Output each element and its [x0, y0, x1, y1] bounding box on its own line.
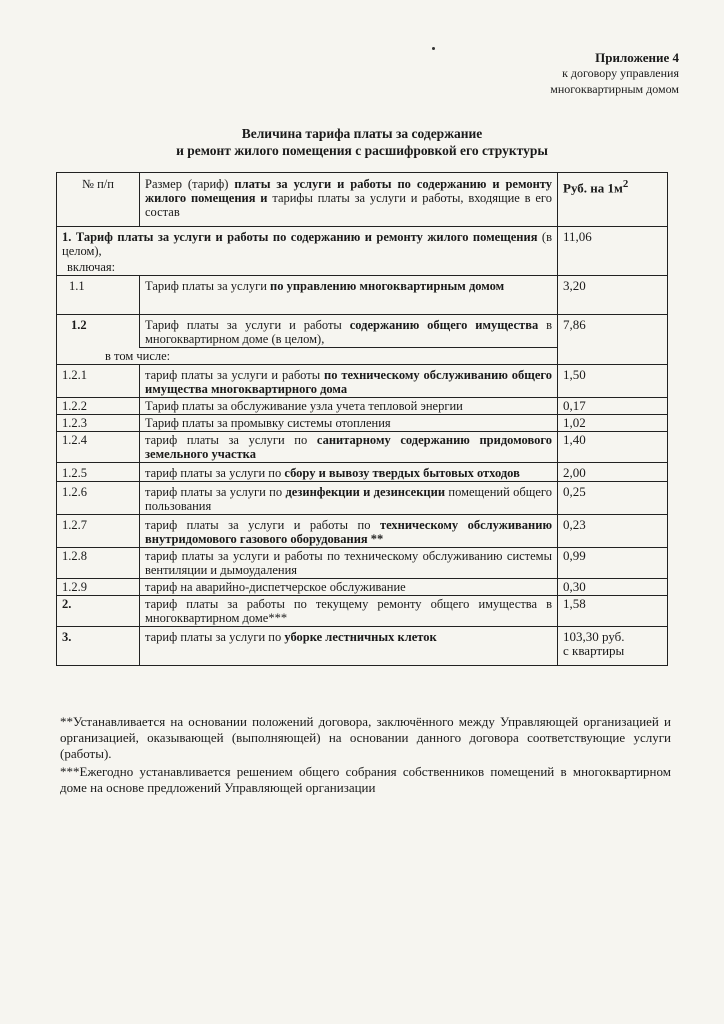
table-row-1-2 [57, 315, 668, 348]
appendix-subtitle-line1: к договору управления [562, 66, 679, 80]
table-row-1-2-9 [57, 579, 668, 596]
row-1-including-label: включая: [57, 259, 558, 276]
row-1-1-num: 1.1 [57, 276, 140, 315]
header-unit: Руб. на $1м^2$ [558, 173, 668, 227]
table-row-2 [57, 596, 668, 627]
row-1-2-value: 7,86 [558, 315, 668, 365]
row-1-2-5-value: 2,00 [558, 463, 668, 482]
row-1-2-8-value: 0,99 [558, 548, 668, 579]
row-1-2-3-value: 1,02 [558, 415, 668, 432]
table-row-3 [57, 627, 668, 666]
table-row-1-1 [57, 276, 668, 315]
table-row-1-2-5 [57, 463, 668, 482]
row-1-1-description: Тариф платы за услуги по управлению многоквартирным домом [140, 276, 558, 315]
row-1-2-9-value: 0,30 [558, 579, 668, 596]
row-3-value: 103,30 руб. с квартиры [558, 627, 668, 666]
row-1-2-4-num: 1.2.4 [57, 432, 140, 463]
row-1-2-5-num: 1.2.5 [57, 463, 140, 482]
row-1-2-1-description: тариф платы за услуги и работы по техническому обслуживанию общего имущества многоквартирного дома [140, 365, 558, 398]
row-1-2-9-num: 1.2.9 [57, 579, 140, 596]
row-1-2-1-value: 1,50 [558, 365, 668, 398]
row-2-description: тариф платы за работы по текущему ремонту общего имущества в многоквартирном доме*** [140, 596, 558, 627]
row-1-2-6-num: 1.2.6 [57, 482, 140, 515]
appendix-title: Приложение 4 [595, 50, 679, 65]
row-1-2-3-description: Тариф платы за промывку системы отопления [140, 415, 558, 432]
row-1-2-6-value: 0,25 [558, 482, 668, 515]
row-1-2-6-description: тариф платы за услуги по дезинфекции и дезинсекции помещений общего пользования [140, 482, 558, 515]
row-1-2-1-num: 1.2.1 [57, 365, 140, 398]
table-header-row [57, 173, 668, 227]
row-1-2-2-num: 1.2.2 [57, 398, 140, 415]
row-1-2-8-num: 1.2.8 [57, 548, 140, 579]
row-1-2-2-description: Тариф платы за обслуживание узла учета тепловой энергии [140, 398, 558, 415]
row-2-num: 2. [57, 596, 140, 627]
row-1-2-3-num: 1.2.3 [57, 415, 140, 432]
row-1-2-4-description: тариф платы за услуги по санитарному содержанию придомового земельного участка [140, 432, 558, 463]
row-1-2-7-value: 0,23 [558, 515, 668, 548]
appendix-subtitle-line2: многоквартирным домом [550, 82, 679, 96]
table-row-1-2-4 [57, 432, 668, 463]
footnote-2: ***Ежегодно устанавливается решением общего собрания собственников помещений в многоквартирном доме на основе предложений Управляющей организации [60, 764, 671, 795]
row-1-2-2-value: 0,17 [558, 398, 668, 415]
table-row-1-2-6 [57, 482, 668, 515]
row-1-value: 11,06 [558, 227, 668, 276]
row-1-2-7-num: 1.2.7 [57, 515, 140, 548]
row-3-num: 3. [57, 627, 140, 666]
footnote-1: **Устанавливается на основании положений договора, заключённого между Управляющей организацией и организацией, оказывающей (выполняющей) на основании данного договора соответствующие услуги (работы). [60, 714, 671, 761]
row-2-value: 1,58 [558, 596, 668, 627]
row-1-2-description: Тариф платы за услуги и работы содержанию общего имущества в многоквартирном доме (в целом), [140, 315, 558, 348]
document-title-line1: Величина тарифа платы за содержание [241, 126, 483, 141]
row-1-2-including-label: в том числе: [57, 348, 558, 365]
table-row-1-2-1 [57, 365, 668, 398]
row-1-2-8-description: тариф платы за услуги и работы по техническому обслуживанию системы вентиляции и дымоудаления [140, 548, 558, 579]
header-num: № п/п [57, 173, 140, 227]
row-1-2-4-value: 1,40 [558, 432, 668, 463]
table-row-1-2-8 [57, 548, 668, 579]
document-title-line2: и ремонт жилого помещения с расшифровкой его структуры [176, 143, 548, 158]
row-1-1-value: 3,20 [558, 276, 668, 315]
table-row-1 [57, 227, 668, 260]
tariff-table [56, 172, 668, 666]
table-row-1-2-3 [57, 415, 668, 432]
table-row-1-2-7 [57, 515, 668, 548]
row-1-2-7-description: тариф платы за услуги и работы по техническому обслуживанию внутридомового газового оборудования ** [140, 515, 558, 548]
scan-speck [432, 47, 435, 50]
row-1-description: 1. Тариф платы за услуги и работы по содержанию и ремонту жилого помещения (в целом), [57, 227, 558, 260]
row-1-2-5-description: тариф платы за услуги по сбору и вывозу твердых бытовых отходов [140, 463, 558, 482]
table-row-1-2-2 [57, 398, 668, 415]
row-3-description: тариф платы за услуги по уборке лестничных клеток [140, 627, 558, 666]
header-description: Размер (тариф) платы за услуги и работы по содержанию и ремонту жилого помещения и тарифы платы за услуги и работы, входящие в его состав [140, 173, 558, 227]
row-1-2-9-description: тариф на аварийно-диспетчерское обслуживание [140, 579, 558, 596]
row-1-2-num: 1.2 [57, 315, 140, 348]
